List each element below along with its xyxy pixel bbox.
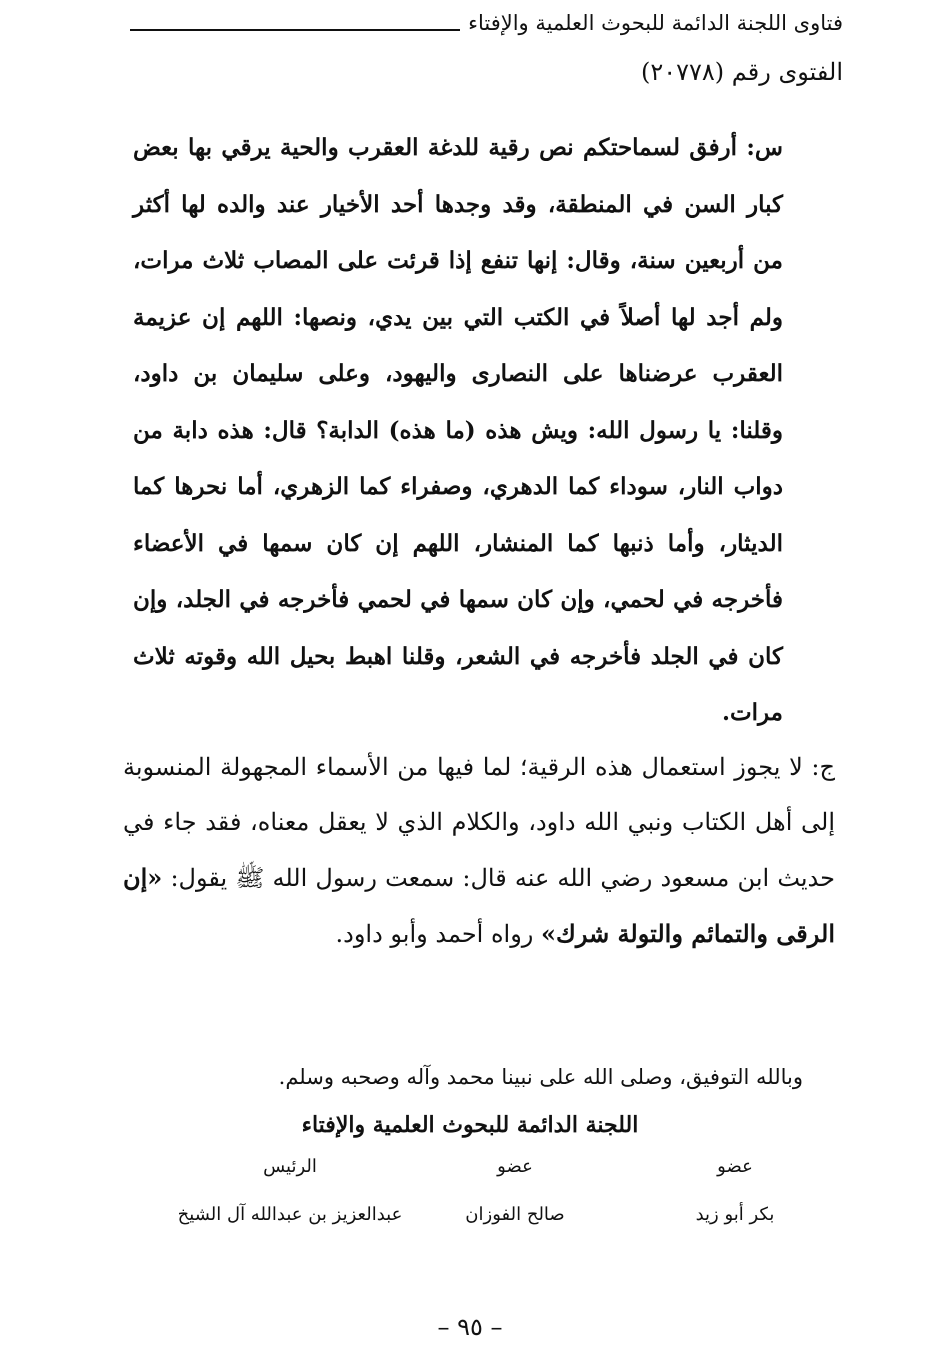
fatwa-number: الفتوى رقم (٢٠٧٧٨) bbox=[640, 58, 843, 86]
signatory-name-2: صالح الفوزان bbox=[465, 1204, 565, 1225]
hadith-quote: «إن الرقى والتمائم والتولة شرك» bbox=[123, 863, 835, 948]
answer-text-after-hadith: رواه أحمد وأبو داود. bbox=[335, 920, 534, 948]
signatory-name-3: عبدالعزيز بن عبدالله آل الشيخ bbox=[177, 1204, 403, 1225]
answer-paragraph bbox=[123, 740, 835, 962]
signatory-name-1: بكر أبو زيد bbox=[695, 1204, 775, 1225]
signatory-role-2: عضو bbox=[497, 1156, 533, 1177]
page-number: – ٩٥ – bbox=[437, 1313, 503, 1341]
signatory-role-3: الرئيس bbox=[263, 1156, 317, 1177]
question-paragraph: س: أرفق لسماحتكم نص رقية للدغة العقرب والحية يرقي بها بعض كبار السن في المنطقة، وقد وجدها أحد الأخيار عند والده لها أكثر من أربعين سنة، وقال: إنها تنفع إذا قرئت على المصاب ثلاث مرات، ولم أجد لها أصلاً في الكتب التي بين يدي، ونصها: اللهم إن عزيمة العقرب عرضناها على النصارى واليهود، وعلى سليمان بن داود، وقلنا: يا رسول الله: ويش هذه (ما هذه) الدابة؟ قال: هذه دابة من دواب النار، سوداء كما الدهري، وصفراء كما الزهري، أما نحرها كما الديثار، وأما ذنبها كما المنشار، اللهم إن كان سمها في الأعضاء فأخرجه في لحمي، وإن كان سمها في لحمي فأخرجه في الجلد، وإن كان في الجلد فأخرجه في الشعر، وقلنا اهبط بحيل الله وقوته ثلاث مرات. bbox=[133, 134, 783, 726]
running-header bbox=[130, 6, 843, 40]
header-rule bbox=[130, 29, 460, 31]
answer-text-before-hadith: ج: لا يجوز استعمال هذه الرقية؛ لما فيها من الأسماء المجهولة المنسوبة إلى أهل الكتاب ونبي الله داود، والكلام الذي لا يعقل معناه، فقد جاء في حديث ابن مسعود رضي الله عنه قال: سمعت رسول الله ﷺ يقول: bbox=[123, 753, 835, 892]
header-title: فتاوى اللجنة الدائمة للبحوث العلمية والإفتاء bbox=[468, 11, 843, 35]
signatory-role-1: عضو bbox=[717, 1156, 753, 1177]
committee-title: اللجنة الدائمة للبحوث العلمية والإفتاء bbox=[301, 1112, 639, 1138]
closing-line: وبالله التوفيق، وصلى الله على نبينا محمد وآله وصحبه وسلم. bbox=[278, 1065, 803, 1089]
